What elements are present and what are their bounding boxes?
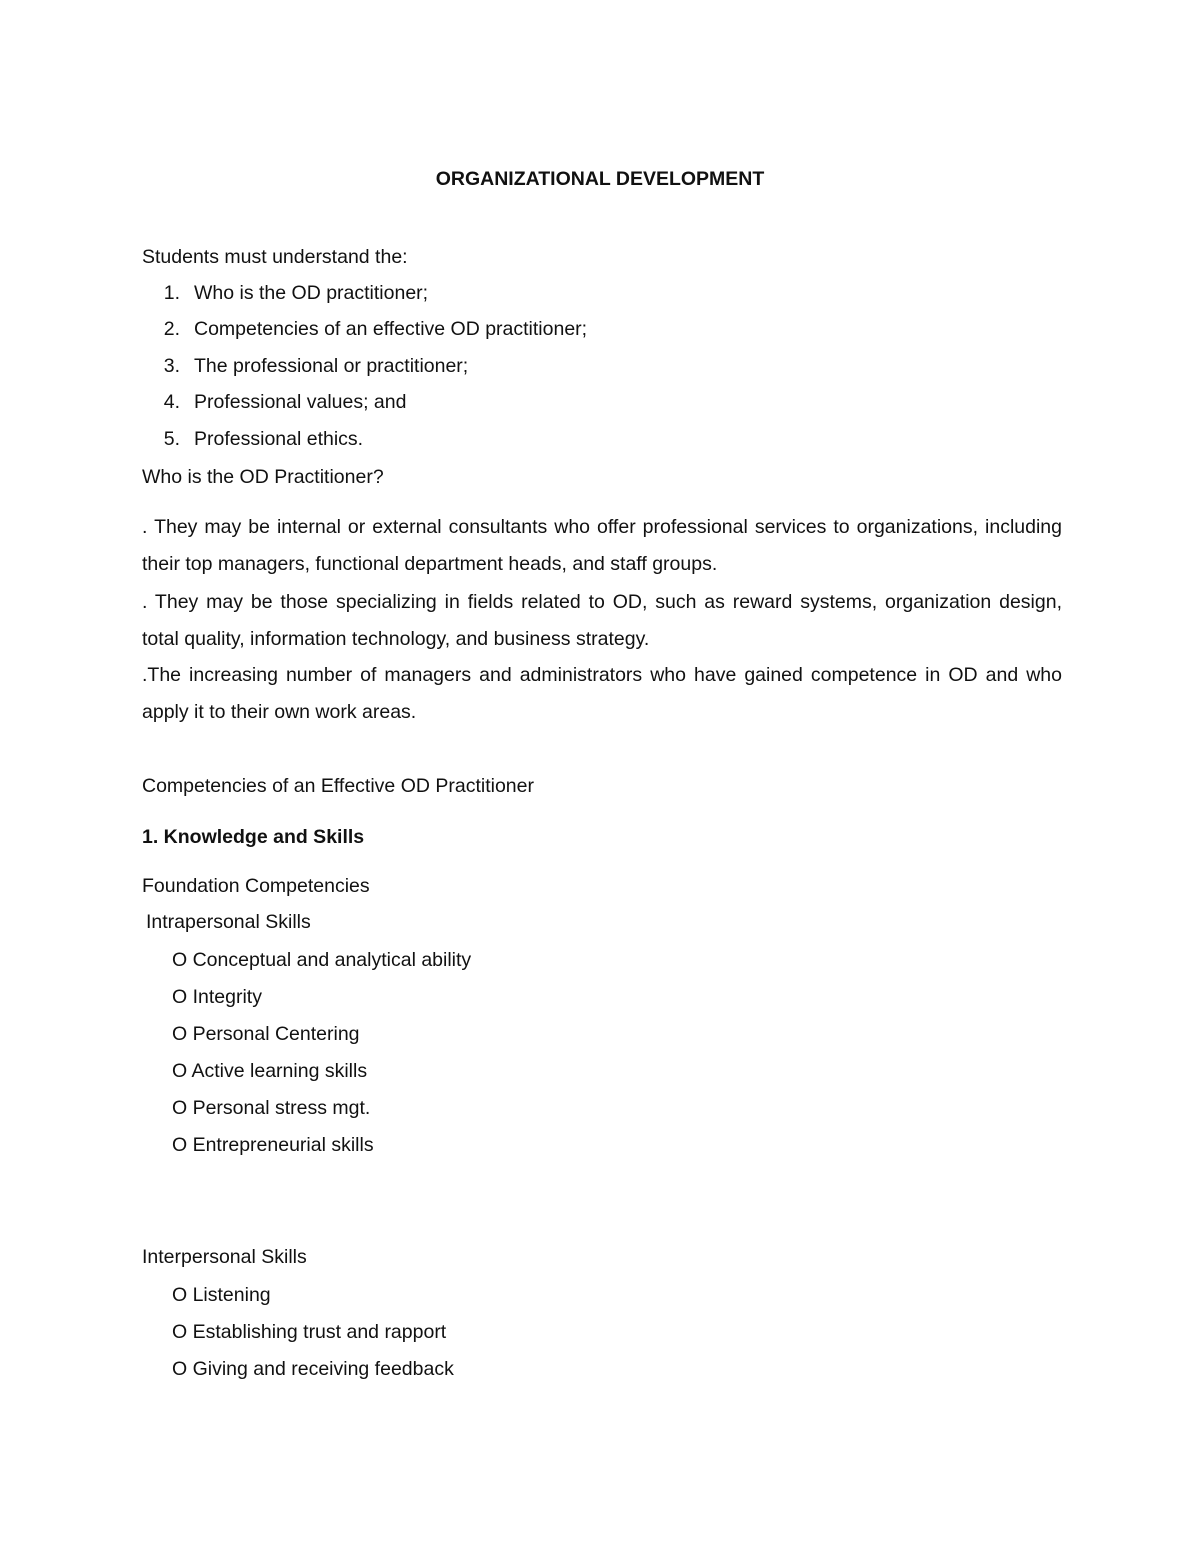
objective-item xyxy=(142,427,363,451)
paragraph: . They may be those specializing in fields related to OD, such as reward systems, organization design, total quality, information technology, and business strategy. xyxy=(142,591,1062,650)
objective-item xyxy=(142,317,587,341)
list-item: O Personal Centering xyxy=(172,1023,360,1045)
objective-text: Competencies of an effective OD practitioner; xyxy=(194,318,588,340)
list-item: O Listening xyxy=(172,1284,271,1306)
interpersonal-heading: Interpersonal Skills xyxy=(142,1246,307,1268)
subheading: 1. Knowledge and Skills xyxy=(142,826,365,848)
objective-text: Professional ethics. xyxy=(194,428,364,450)
objective-item xyxy=(142,390,406,414)
objective-text: Professional values; and xyxy=(194,391,407,413)
objective-number: 5. xyxy=(163,428,180,450)
objective-item xyxy=(142,281,428,305)
list-item: O Conceptual and analytical ability xyxy=(172,949,472,971)
section-heading: Competencies of an Effective OD Practitioner xyxy=(142,775,534,797)
paragraph: . They may be internal or external consultants who offer professional services to organizations, including their top managers, functional department heads, and staff groups. xyxy=(142,516,1062,575)
objective-text: The professional or practitioner; xyxy=(194,355,469,377)
list-item: O Entrepreneurial skills xyxy=(172,1134,374,1156)
objective-item xyxy=(142,354,468,378)
objective-number: 3. xyxy=(163,355,180,377)
paragraph: .The increasing number of managers and administrators who have gained competence in OD and who apply it to their own work areas. xyxy=(142,664,1062,723)
list-item: O Establishing trust and rapport xyxy=(172,1321,447,1343)
foundation-heading: Foundation Competencies xyxy=(142,875,370,897)
objective-number: 2. xyxy=(163,318,180,340)
intro-text: Students must understand the: xyxy=(142,246,408,268)
objective-number: 1. xyxy=(163,282,180,304)
objective-text: Who is the OD practitioner; xyxy=(194,282,429,304)
list-item: O Personal stress mgt. xyxy=(172,1097,371,1119)
list-item: O Active learning skills xyxy=(172,1060,368,1082)
intrapersonal-heading: Intrapersonal Skills xyxy=(146,911,311,933)
list-item: O Integrity xyxy=(172,986,262,1008)
document-title: ORGANIZATIONAL DEVELOPMENT xyxy=(435,168,765,190)
objective-number: 4. xyxy=(163,391,180,413)
list-item: O Giving and receiving feedback xyxy=(172,1358,454,1380)
section-heading: Who is the OD Practitioner? xyxy=(142,466,384,488)
